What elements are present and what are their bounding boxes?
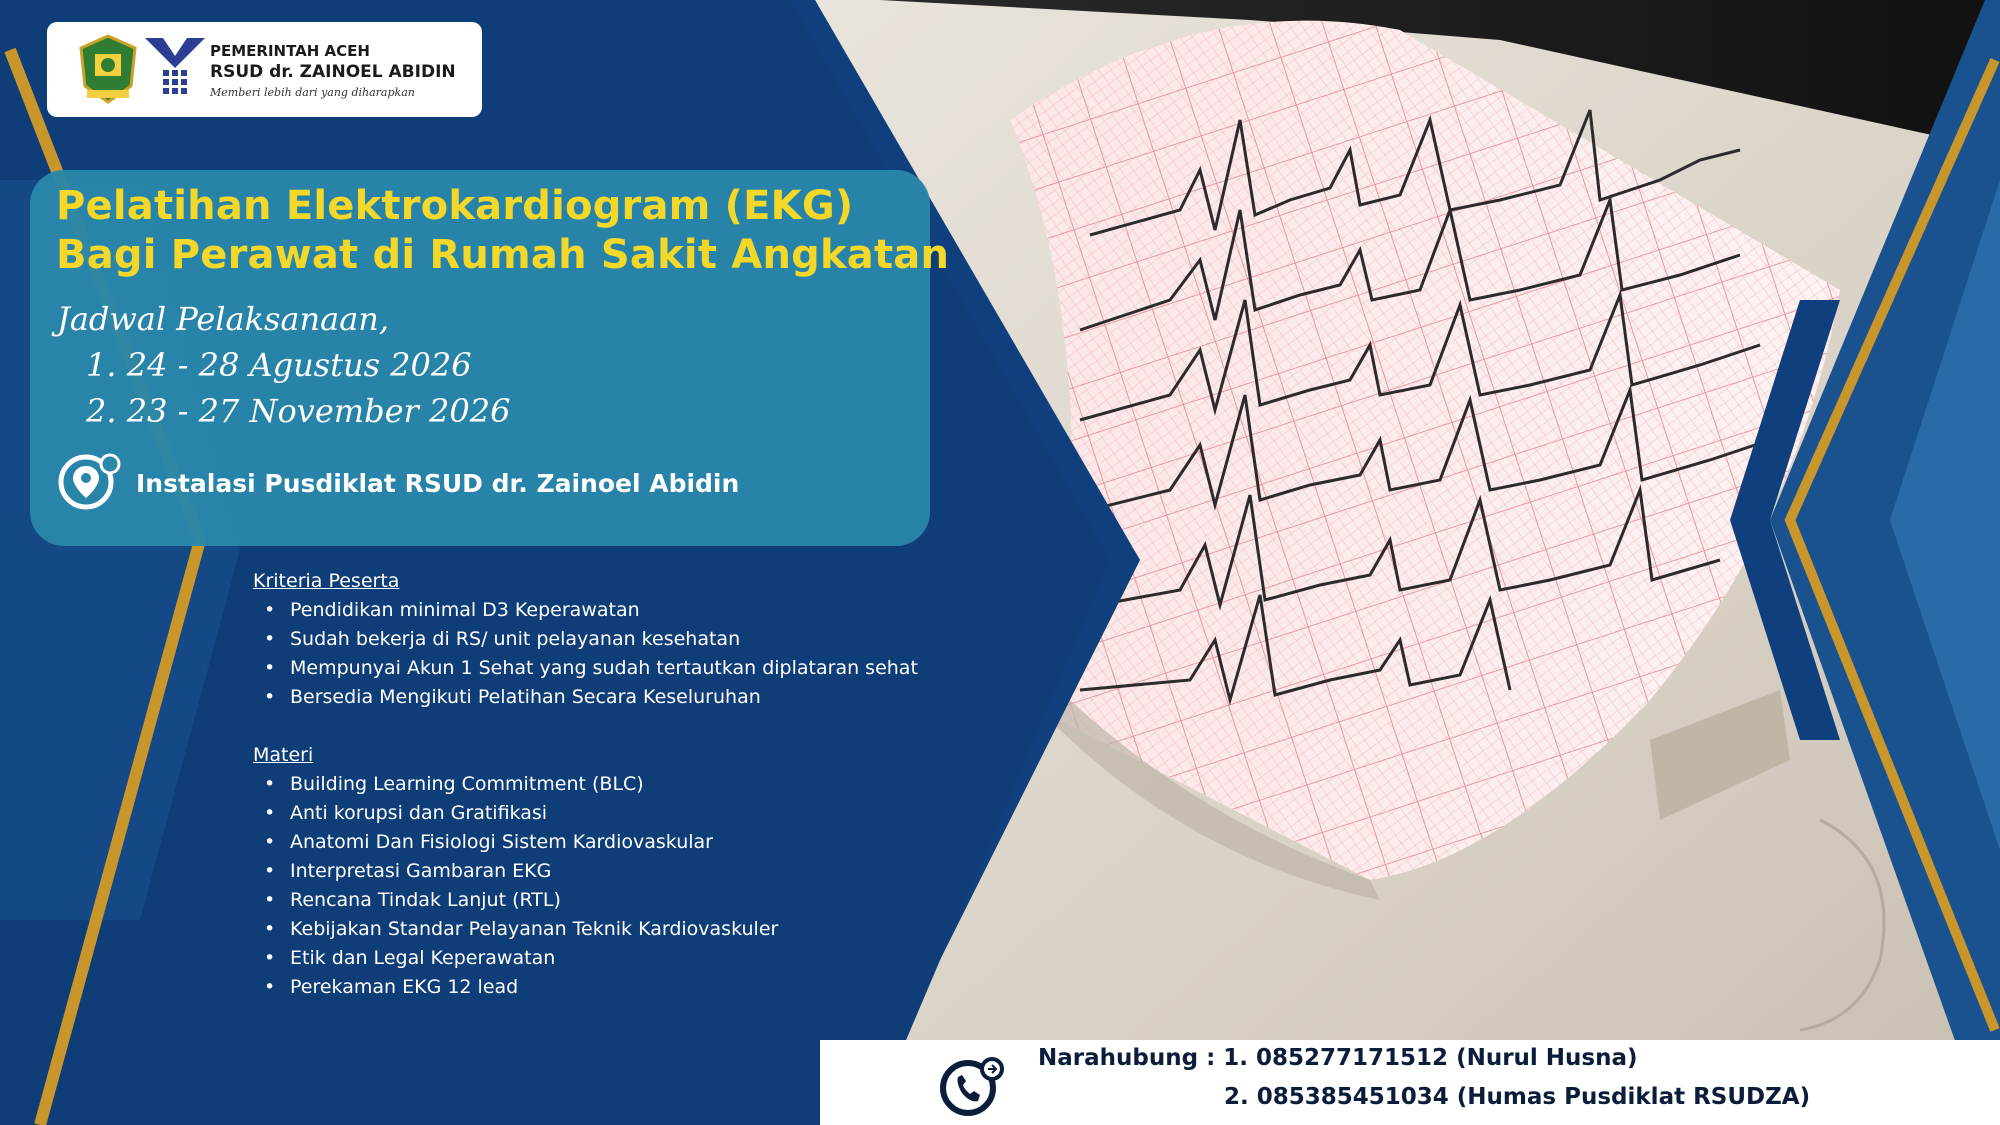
list-item: • Anatomi Dan Fisiologi Sistem Kardiovaskular (262, 828, 778, 857)
location-text: Instalasi Pusdiklat RSUD dr. Zainoel Abidin (136, 469, 740, 498)
schedule-item-2: 2. 23 - 27 November 2026 (86, 392, 511, 430)
phone-contact-icon (938, 1055, 1006, 1117)
list-item: • Interpretasi Gambaran EKG (262, 857, 778, 886)
criteria-heading: Kriteria Peserta (253, 570, 400, 592)
location-pin-icon (56, 452, 126, 512)
schedule-item-1: 1. 24 - 28 Agustus 2026 (86, 346, 472, 384)
list-item: • Perekaman EKG 12 lead (262, 973, 778, 1002)
title-line-1: Pelatihan Elektrokardiogram (EKG) (56, 183, 854, 229)
list-item: • Kebijakan Standar Pelayanan Teknik Kardiovaskuler (262, 915, 778, 944)
criteria-list (262, 596, 918, 712)
contact-line-1: Narahubung : 1. 085277171512 (Nurul Husna) (1038, 1045, 1638, 1071)
logo-tagline: Memberi lebih dari yang diharapkan (210, 86, 415, 99)
list-item: • Pendidikan minimal D3 Keperawatan (262, 596, 918, 625)
hospital-logo-box (47, 22, 482, 117)
logo-line-1: PEMERINTAH ACEH (210, 42, 370, 60)
list-item: • Building Learning Commitment (BLC) (262, 770, 778, 799)
list-item: • Bersedia Mengikuti Pelatihan Secara Keseluruhan (262, 683, 918, 712)
list-item: • Mempunyai Akun 1 Sehat yang sudah tertautkan diplataran sehat (262, 654, 918, 683)
list-item: • Anti korupsi dan Gratifikasi (262, 799, 778, 828)
contact-line-2: 2. 085385451034 (Humas Pusdiklat RSUDZA) (1224, 1084, 1811, 1110)
list-item: • Rencana Tindak Lanjut (RTL) (262, 886, 778, 915)
rsuza-logo-icon (143, 34, 207, 104)
schedule-heading: Jadwal Pelaksanaan, (57, 300, 390, 338)
logo-line-2: RSUD dr. ZAINOEL ABIDIN (210, 62, 456, 82)
list-item: • Etik dan Legal Keperawatan (262, 944, 778, 973)
materials-heading: Materi (253, 744, 314, 766)
list-item: • Sudah bekerja di RS/ unit pelayanan kesehatan (262, 625, 918, 654)
title-line-2: Bagi Perawat di Rumah Sakit Angkatan (56, 232, 950, 278)
aceh-emblem-icon (77, 34, 139, 104)
materials-list (262, 770, 778, 1002)
